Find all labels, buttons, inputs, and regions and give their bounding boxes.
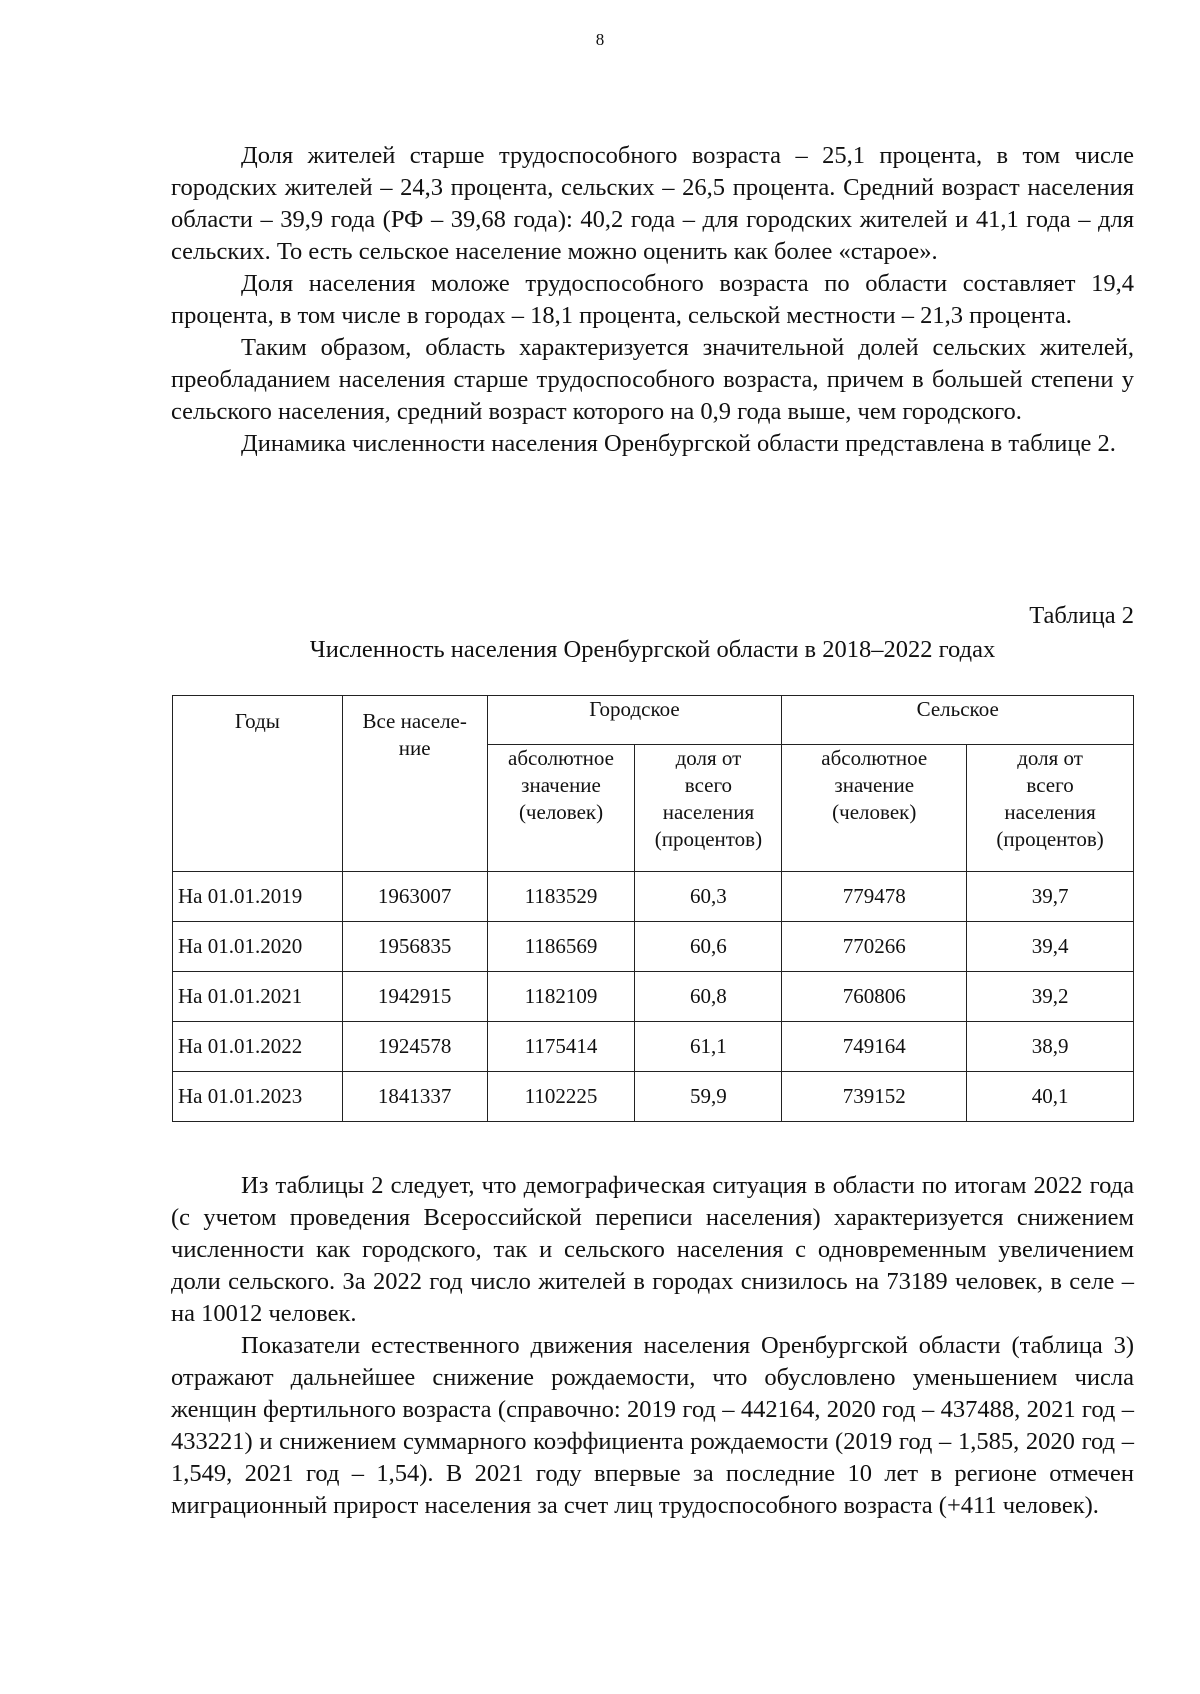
cell-rural-share: 40,1 xyxy=(967,1072,1134,1122)
header-rural-share: доля от всего населения (процентов) xyxy=(967,745,1134,872)
text-block-bottom xyxy=(171,1170,1134,1522)
header-urban: Городское xyxy=(487,696,782,745)
cell-urban-share: 60,6 xyxy=(635,922,782,972)
table-title: Численность населения Оренбургской области в 2018–2022 годах xyxy=(309,636,996,663)
table-caption xyxy=(171,600,1134,666)
cell-urban-share: 60,8 xyxy=(635,972,782,1022)
cell-total: 1963007 xyxy=(342,872,487,922)
paragraph: Показатели естественного движения населения Оренбургской области (таблица 3) отражают дальнейшее снижение рождаемости, что обусловлено уменьшением числа женщин фертильного возраста (справочно: 2019 год – 442164, 2020 год – 437488, 2021 год – 433221) и снижением суммарного коэффициента рождаемости (2019 год – 1,585, 2020 год – 1,549, 2021 год – 1,54). В 2021 году впервые за последние 10 лет в регионе отмечен миграционный прирост населения за счет лиц трудоспособного возраста (+411 человек). xyxy=(171,1332,1134,1519)
paragraph: Доля населения моложе трудоспособного возраста по области составляет 19,4 процента, в том числе в городах – 18,1 процента, сельской местности – 21,3 процента. xyxy=(171,270,1134,329)
paragraph: Доля жителей старше трудоспособного возраста – 25,1 процента, в том числе городских жителей – 24,3 процента, сельских – 26,5 процента. Средний возраст населения области – 39,9 года (РФ – 39,68 года): 40,2 года – для городских жителей и 41,1 года – для сельских. То есть сельское население можно оценить как более «старое». xyxy=(171,142,1134,265)
cell-total: 1956835 xyxy=(342,922,487,972)
cell-urban-abs: 1102225 xyxy=(487,1072,635,1122)
page-number: 8 xyxy=(595,30,605,49)
cell-urban-abs: 1182109 xyxy=(487,972,635,1022)
cell-year: На 01.01.2021 xyxy=(173,972,343,1022)
cell-rural-abs: 739152 xyxy=(782,1072,967,1122)
header-rural-abs: абсолютное значение (человек) xyxy=(782,745,967,872)
header-total: Все населе- ние xyxy=(342,696,487,872)
table-label: Таблица 2 xyxy=(1029,602,1134,629)
cell-rural-share: 39,7 xyxy=(967,872,1134,922)
cell-year: На 01.01.2023 xyxy=(173,1072,343,1122)
cell-urban-share: 61,1 xyxy=(635,1022,782,1072)
table-row xyxy=(173,872,1134,922)
table-row xyxy=(173,1072,1134,1122)
header-years: Годы xyxy=(173,696,343,872)
cell-year: На 01.01.2022 xyxy=(173,1022,343,1072)
paragraph: Из таблицы 2 следует, что демографическая ситуация в области по итогам 2022 года (с учетом проведения Всероссийской переписи населения) характеризуется снижением численности как городского, так и сельского населения с одновременным увеличением доли сельского. За 2022 год число жителей в городах снизилось на 73189 человек, в селе – на 10012 человек. xyxy=(171,1172,1134,1327)
cell-urban-abs: 1175414 xyxy=(487,1022,635,1072)
cell-rural-share: 38,9 xyxy=(967,1022,1134,1072)
cell-urban-share: 59,9 xyxy=(635,1072,782,1122)
cell-rural-abs: 779478 xyxy=(782,872,967,922)
cell-urban-abs: 1186569 xyxy=(487,922,635,972)
header-urban-share: доля от всего населения (процентов) xyxy=(635,745,782,872)
cell-rural-abs: 760806 xyxy=(782,972,967,1022)
cell-urban-abs: 1183529 xyxy=(487,872,635,922)
population-table xyxy=(172,695,1134,1122)
cell-rural-share: 39,2 xyxy=(967,972,1134,1022)
table-row xyxy=(173,1022,1134,1072)
cell-total: 1841337 xyxy=(342,1072,487,1122)
text-block-top xyxy=(171,140,1134,460)
paragraph: Таким образом, область характеризуется значительной долей сельских жителей, преобладанием населения старше трудоспособного возраста, причем в большей степени у сельского населения, средний возраст которого на 0,9 года выше, чем городского. xyxy=(171,334,1134,425)
paragraph: Динамика численности населения Оренбургской области представлена в таблице 2. xyxy=(241,430,1116,457)
cell-rural-share: 39,4 xyxy=(967,922,1134,972)
table-row xyxy=(173,972,1134,1022)
table-header-row xyxy=(173,696,1134,745)
cell-urban-share: 60,3 xyxy=(635,872,782,922)
cell-total: 1924578 xyxy=(342,1022,487,1072)
cell-total: 1942915 xyxy=(342,972,487,1022)
cell-year: На 01.01.2020 xyxy=(173,922,343,972)
cell-rural-abs: 770266 xyxy=(782,922,967,972)
header-rural: Сельское xyxy=(782,696,1134,745)
cell-year: На 01.01.2019 xyxy=(173,872,343,922)
header-urban-abs: абсолютное значение (человек) xyxy=(487,745,635,872)
table-row xyxy=(173,922,1134,972)
cell-rural-abs: 749164 xyxy=(782,1022,967,1072)
